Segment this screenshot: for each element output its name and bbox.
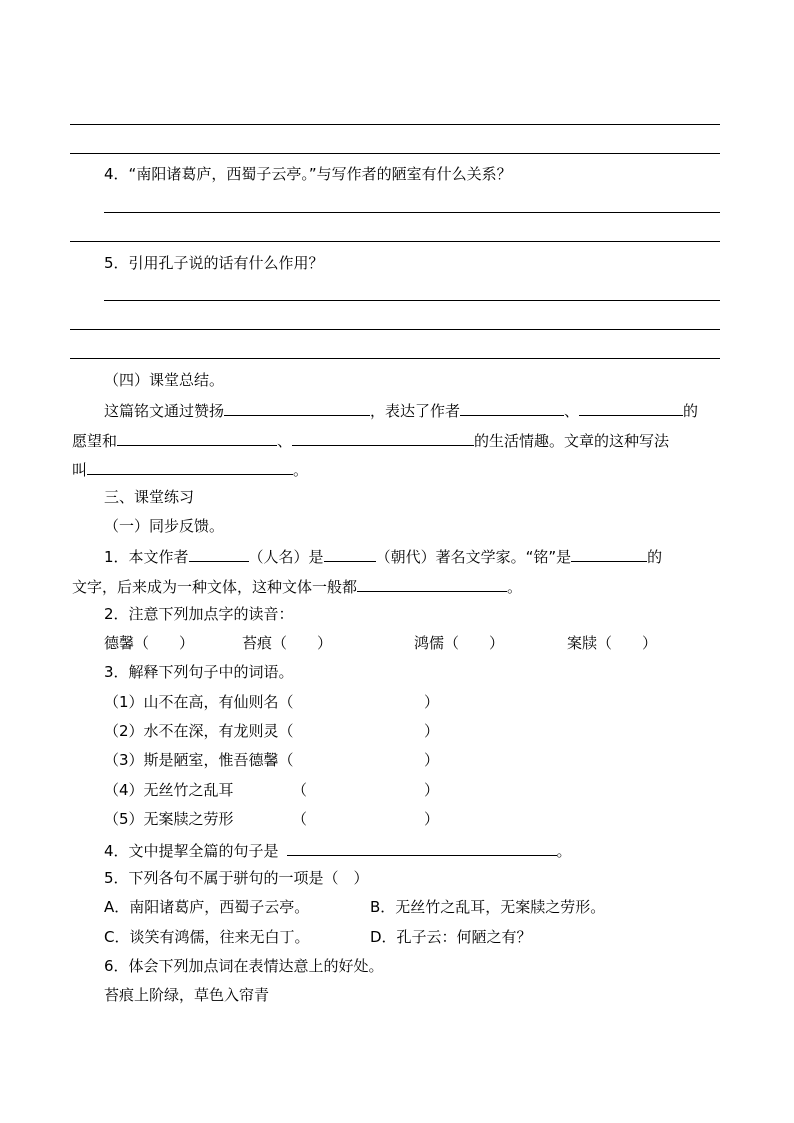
summary-line-3: [72, 458, 308, 480]
answer-line: [70, 358, 720, 359]
q1-text: 文字，后来成为一种文体，这种文体一般都: [72, 578, 358, 596]
practice-q1-line2: [72, 575, 522, 597]
q1-text: （人名）是: [248, 548, 324, 566]
fill-blank[interactable]: [357, 575, 507, 592]
answer-line: [104, 212, 720, 213]
q1-text: 。: [507, 578, 523, 596]
q1-text: 1．本文作者: [104, 548, 189, 566]
practice-q4: [104, 839, 572, 861]
practice-q1-line1: [104, 545, 662, 567]
summary-text: 的生活情趣。文章的这种写法: [474, 432, 670, 450]
q3-item-close: ）: [424, 810, 440, 828]
pronunciation-item: 案牍（ ）: [567, 634, 658, 652]
fill-blank[interactable]: [571, 545, 647, 562]
summary-text: 的: [683, 402, 699, 420]
answer-line: [70, 153, 720, 154]
fill-blank[interactable]: [287, 839, 557, 856]
option-b: B．无丝竹之乱耳，无案牍之劳形。: [370, 898, 606, 916]
q3-item: （4）无丝竹之乱耳: [104, 781, 234, 799]
summary-text: 。: [293, 461, 309, 479]
summary-line-2: [72, 429, 669, 451]
fill-blank[interactable]: [87, 458, 293, 475]
fill-blank[interactable]: [579, 399, 683, 416]
fill-blank[interactable]: [189, 545, 249, 562]
summary-text: 、: [277, 432, 293, 450]
option-c: C．谈笑有鸿儒，往来无白丁。: [104, 928, 310, 946]
q1-text: 的: [647, 548, 663, 566]
q3-item: （5）无案牍之劳形: [104, 810, 234, 828]
q3-item-close: ）: [424, 722, 440, 740]
summary-line-1: [104, 399, 698, 421]
q4-text: 4．文中提挈全篇的句子是: [104, 842, 279, 860]
q3-item-close: ）: [424, 693, 440, 711]
practice-q2: 2．注意下列加点字的读音：: [104, 605, 294, 623]
summary-text: ，表达了作者: [370, 402, 461, 420]
practice-q6-line: 苔痕上阶绿，草色入帘青: [104, 986, 270, 1004]
practice-heading: 三、课堂练习: [104, 488, 195, 506]
fill-blank[interactable]: [292, 429, 474, 446]
question-4: 4．“南阳诸葛庐，西蜀子云亭。”与写作者的陋室有什么关系？: [104, 165, 512, 183]
q3-item: （1）山不在高，有仙则名（: [104, 693, 294, 711]
summary-text: 愿望和: [72, 432, 118, 450]
practice-q5: 5．下列各句不属于骈句的一项是（ ）: [104, 869, 369, 887]
practice-q6: 6．体会下列加点词在表情达意上的好处。: [104, 957, 384, 975]
summary-text: 叫: [72, 461, 88, 479]
fill-blank[interactable]: [324, 545, 376, 562]
summary-text: 、: [564, 402, 580, 420]
q3-item-close: ）: [424, 781, 440, 799]
q3-item: （2）水不在深，有龙则灵（: [104, 722, 294, 740]
option-d: D．孔子云：何陋之有？: [370, 928, 532, 946]
fill-blank[interactable]: [224, 399, 370, 416]
q3-item-open: （: [292, 781, 308, 799]
fill-blank[interactable]: [460, 399, 564, 416]
practice-q3: 3．解释下列句子中的词语。: [104, 663, 294, 681]
summary-text: 这篇铭文通过赞扬: [104, 402, 225, 420]
summary-heading: （四）课堂总结。: [104, 371, 225, 389]
answer-line: [70, 329, 720, 330]
q3-item-open: （: [292, 810, 308, 828]
q3-item: （3）斯是陋室，惟吾德馨（: [104, 751, 294, 769]
fill-blank[interactable]: [117, 429, 277, 446]
option-a: A．南阳诸葛庐，西蜀子云亭。: [104, 898, 310, 916]
answer-line: [70, 241, 720, 242]
q4-text: 。: [556, 842, 572, 860]
pronunciation-item: 鸿儒（ ）: [414, 634, 505, 652]
q1-text: （朝代）著名文学家。“铭”是: [375, 548, 572, 566]
practice-subheading: （一）同步反馈。: [104, 517, 225, 535]
pronunciation-item: 德馨（ ）: [104, 634, 195, 652]
q3-item-close: ）: [424, 751, 440, 769]
pronunciation-item: 苔痕（ ）: [242, 634, 333, 652]
answer-line: [104, 300, 720, 301]
answer-line: [70, 124, 720, 125]
question-5: 5．引用孔子说的话有什么作用？: [104, 254, 324, 272]
